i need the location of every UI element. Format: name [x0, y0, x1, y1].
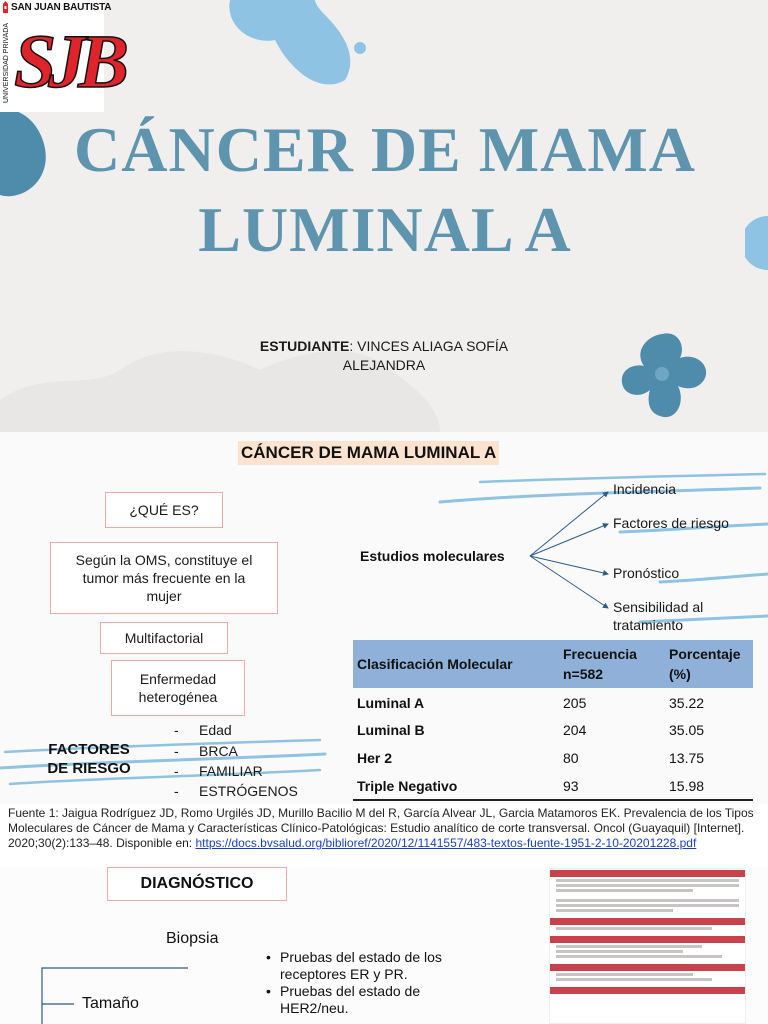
definition-line-1: Según la OMS, constituye el: [75, 552, 253, 568]
risk-factor-item: [174, 783, 298, 799]
list-dash: -: [174, 783, 179, 799]
list-item: • Pruebas del estado de HER2/neu.: [264, 983, 464, 1017]
staging-header: [550, 987, 745, 994]
heterogeneous-line-1: Enfermedad: [139, 671, 217, 687]
risk-factor-item: [174, 722, 232, 738]
cell-frecuencia: 205: [563, 695, 587, 711]
title-line-1: CÁNCER DE MAMA: [74, 114, 696, 185]
header-clasificacion: Clasificación Molecular: [353, 640, 559, 688]
table-row: [353, 772, 753, 800]
staging-text-line: [556, 899, 739, 902]
header-frecuencia-line-2: n=582: [563, 666, 604, 682]
bell-tower-icon: [1, 1, 10, 13]
diagnosis-tree-lines: [38, 962, 198, 1024]
staging-header: [550, 936, 745, 943]
staging-header: [550, 964, 745, 971]
decorative-halfcircle-right: [745, 216, 768, 270]
list-dash: -: [174, 763, 179, 779]
cell-clasificacion: Triple Negativo: [353, 772, 559, 800]
student-label: ESTUDIANTE: [259, 338, 350, 354]
header-frecuencia-line-1: Frecuencia: [563, 646, 637, 662]
staging-text-line: [556, 879, 739, 882]
cell-porcentaje: 15.98: [665, 772, 753, 800]
student-info: [200, 337, 568, 375]
risk-factor-text: BRCA: [199, 743, 238, 759]
staging-thumbnail: [549, 868, 746, 1024]
diagnosis-title-box: [107, 867, 287, 901]
multifactorial-box: [100, 622, 228, 654]
list-dash: -: [174, 743, 179, 759]
definition-line-3: mujer: [146, 588, 182, 604]
list-item: • Pruebas del estado de los receptores ER y PR.: [264, 949, 464, 983]
branch-arrows: [528, 480, 612, 620]
table-row: [353, 744, 753, 772]
cell-porcentaje: 35.22: [669, 695, 705, 711]
branch-sensibilidad-line-1: Sensibilidad al: [613, 599, 704, 615]
header-frecuencia: [559, 640, 665, 688]
header-porcentaje: [665, 640, 753, 688]
diagnosis-slide: [0, 866, 768, 1024]
cell-frecuencia: 93: [559, 772, 665, 800]
cell-porcentaje: 13.75: [669, 750, 705, 766]
logo-monogram: SJB: [14, 20, 121, 104]
heterogeneous-line-2: heterogénea: [138, 689, 218, 705]
risk-factor-text: ESTRÓGENOS: [199, 783, 298, 799]
table-header-row: [353, 640, 753, 688]
risk-factor-text: FAMILIAR: [199, 763, 263, 779]
decorative-dot-top: [352, 40, 368, 56]
cell-porcentaje: 35.05: [669, 722, 705, 738]
branch-factores-riesgo: Factores de riesgo: [613, 515, 729, 531]
multifactorial-label: Multifactorial: [124, 630, 204, 646]
branch-sensibilidad: [613, 598, 703, 634]
cover-slide: [0, 0, 768, 432]
cell-clasificacion: Luminal B: [357, 722, 425, 738]
tamano-label: Tamaño: [82, 995, 139, 1012]
risk-factor-item: [174, 763, 263, 779]
diagnosis-title: DIAGNÓSTICO: [140, 875, 254, 892]
staging-text-line: [556, 945, 702, 948]
branch-sensibilidad-line-2: tratamiento: [613, 617, 684, 633]
definition-line-2: tumor más frecuente en la: [82, 570, 246, 586]
source-citation: [8, 806, 760, 851]
staging-header: [550, 870, 745, 877]
table-row: [353, 688, 753, 716]
branch-incidencia: Incidencia: [613, 481, 677, 497]
risk-factor-item: [174, 743, 238, 759]
molecular-classification-table: [353, 640, 753, 801]
university-type: UNIVERSIDAD PRIVADA: [3, 23, 10, 103]
citation-text: Fuente 1: Jaigua Rodríguez JD, Romo Urgilés JD, Murillo Bacilio M del R, García Alvear JL, Garcia Matamoros EK. Prevalencia de los Tipos Moleculares de Cáncer de Mama y Características Clínico-Patológicas: Estudio analítico de corte transversal. Oncol (Guayaquil) [Internet]. 2020;30(2):133–48. Disponible en:: [8, 806, 754, 850]
heterogeneous-box: [111, 660, 245, 716]
biopsia-label: Biopsia: [166, 930, 219, 947]
presentation-title: [40, 110, 730, 270]
student-name-line-2: ALEJANDRA: [342, 357, 426, 373]
cell-clasificacion: Luminal A: [357, 695, 425, 711]
cell-frecuencia: 204: [563, 722, 587, 738]
what-is-label: ¿QUÉ ES?: [129, 502, 199, 518]
risk-label-line-2: DE RIESGO: [47, 760, 131, 777]
tests-list: [264, 949, 464, 1017]
risk-factors-label: [44, 740, 134, 778]
section-heading: CÁNCER DE MAMA LUMINAL A: [238, 441, 499, 465]
staging-text-line: [556, 904, 739, 907]
branch-pronostico: Pronóstico: [613, 565, 680, 581]
decorative-blob-top: [220, 0, 360, 100]
citation-link[interactable]: https://docs.bvsalud.org/biblioref/2020/12/1141557/483-textos-fuente-1951-2-10-20201228.pdf: [195, 836, 697, 850]
header-porcentaje-line-2: (%): [669, 666, 691, 682]
what-is-box: [105, 492, 223, 528]
content-slide: [0, 432, 768, 804]
heterogeneous-text: [139, 670, 218, 706]
staging-text-line: [556, 884, 739, 887]
header-porcentaje-line-1: Porcentaje: [669, 646, 741, 662]
staging-header: [550, 918, 745, 925]
risk-factor-text: Edad: [199, 722, 232, 738]
table-row: [353, 716, 753, 744]
list-dash: -: [174, 722, 179, 738]
definition-box: [50, 542, 278, 614]
decorative-flower: [616, 330, 712, 422]
title-line-2: LUMINAL A: [198, 194, 572, 265]
student-name-line-1: : VINCES ALIAGA SOFÍA: [349, 338, 509, 354]
staging-text-line: [556, 973, 693, 976]
staging-text-line: [556, 950, 683, 953]
molecular-studies-label: Estudios moleculares: [360, 548, 505, 564]
cell-frecuencia: 80: [563, 750, 579, 766]
university-name: SAN JUAN BAUTISTA: [11, 2, 112, 13]
university-logo: [0, 0, 121, 112]
cell-clasificacion: Her 2: [357, 750, 393, 766]
definition-text: [76, 551, 253, 605]
risk-label-line-1: FACTORES: [48, 741, 130, 758]
